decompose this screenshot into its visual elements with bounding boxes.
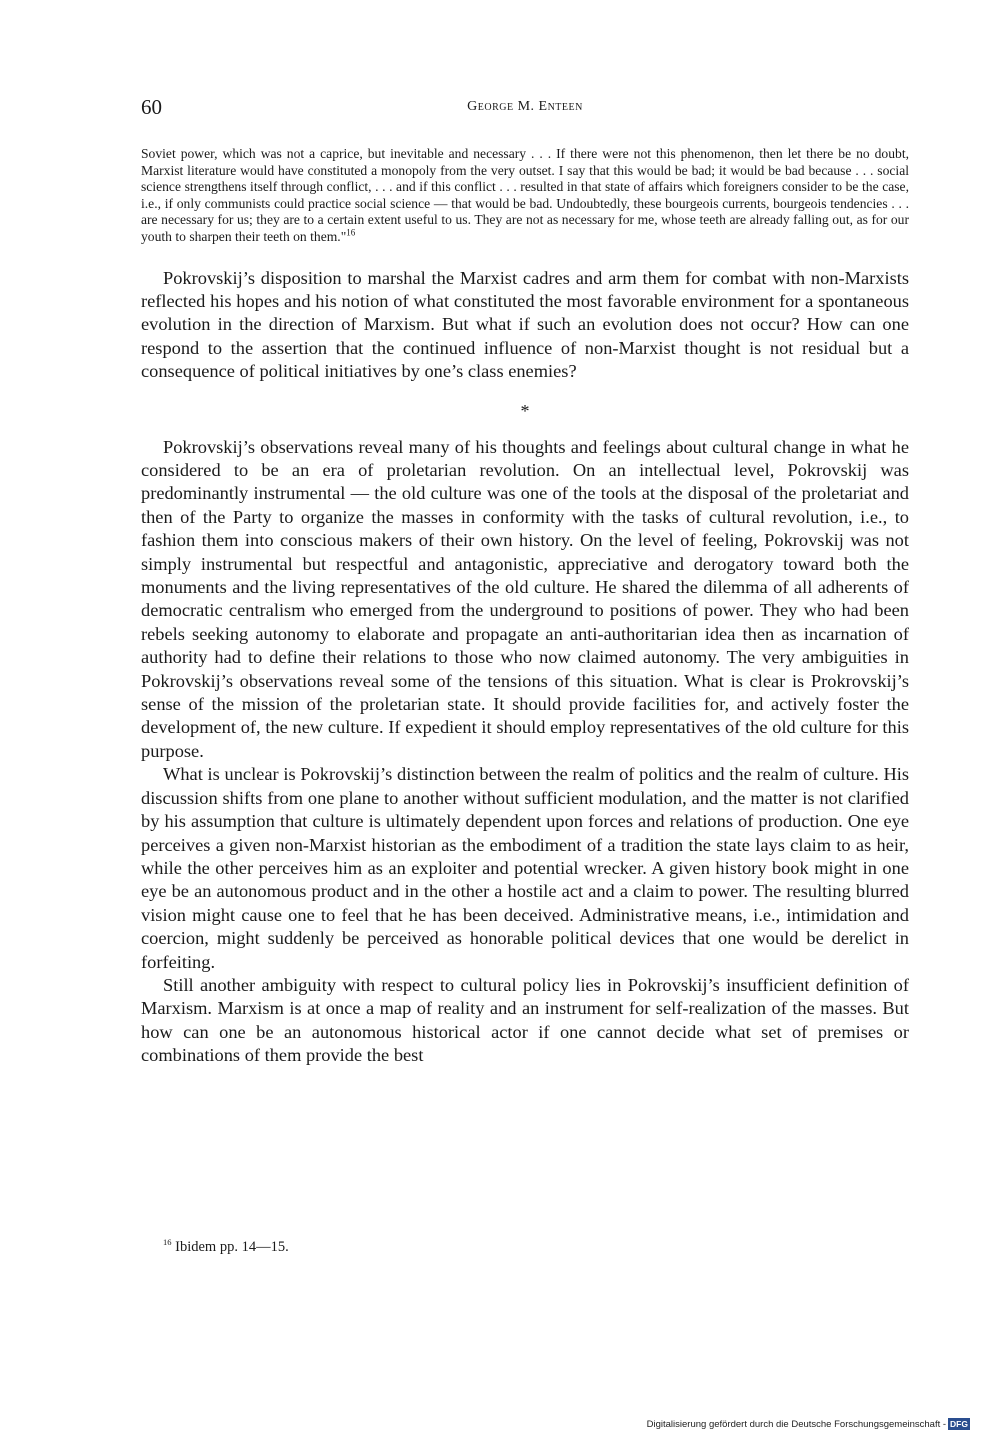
footnote-ref-16: 16	[346, 227, 356, 238]
paragraph-4: Still another ambiguity with respect to cultural policy lies in Pokrovskij’s insufficient definition of Marxism. Marxism is at once a map of reality and an instrument for self-realization of the masses. But how can one be an autonomous historical actor if one cannot decide what set of premises or combinations of them provide the best	[141, 974, 909, 1066]
digitization-credit-text: Digitalisierung gefördert durch die Deutsche Forschungsgemeinschaft -	[646, 1419, 947, 1430]
dfg-logo: DFG	[950, 1419, 968, 1429]
paragraph-1: Pokrovskij’s disposition to marshal the Marxist cadres and arm them for combat with non-Marxists reflected his hopes and his notion of what constituted the most favorable environment for a spontaneous evolution in the direction of Marxism. But what if such an evolution does not occur? How can one respond to the assertion that the continued influence of non-Marxist thought is not residual but a consequence of political initiatives by one’s class enemies?	[141, 267, 909, 382]
page-number: 60	[141, 95, 162, 119]
digitization-credit	[647, 1418, 970, 1431]
running-head: George M. Enteen	[467, 99, 583, 114]
section-separator: *	[520, 400, 530, 421]
paragraph-2: Pokrovskij’s observations reveal many of his thoughts and feelings about cultural change in what he considered to be an era of proletarian revolution. On an intellectual level, Pokrovskij was predominantly instrumental — the old culture was one of the tools at the disposal of the proletariat and then of the Party to organize the masses in conformity with the tasks of cultural revolution, i.e., to fashion them into conscious makers of their own history. On the level of feeling, Pokrovskij was not simply instrumental but respectful and antagonistic, appreciative and derogatory toward both the monuments and the living representatives of the old culture. He shared the dilemma of all adherents of democratic centralism who emerged from the underground to positions of power. They who had been rebels seeking autonomy to elaborate and propagate an anti-authoritarian idea then as incarnation of authority had to define their relations to those who now claimed autonomy. The very ambiguities in Pokrovskij’s observations reveal some of the tensions of this situation. What is clear is Prokrovskij’s sense of the mission of the proletarian state. It should provide facilities for, and actively foster the development of, the new culture. If expedient it should employ representatives of the old culture for this purpose.	[141, 436, 909, 761]
footnote-text: Ibidem pp. 14—15.	[175, 1239, 289, 1255]
page-header	[141, 94, 909, 124]
block-quote	[141, 146, 909, 246]
footnote-marker: 16	[163, 1237, 172, 1248]
page-body	[141, 146, 909, 1068]
footnote	[163, 1238, 289, 1256]
paragraph-3: What is unclear is Pokrovskij’s distinction between the realm of politics and the realm of culture. His discussion shifts from one plane to another without sufficient modulation, and the matter is not clarified by his assumption that culture is ultimately dependent upon forces and relations of production. One eye perceives a given non-Marxist historian as the embodiment of a tradition the state lays claim to as heir, while the other perceives him as an exploiter and potential wrecker. A given history book might in one eye be an autonomous product and in the other a hostile act and a claim to power. The resulting blurred vision might cause one to feel that he has been deceived. Administrative means, i.e., intimidation and coercion, might suddenly be perceived as honorable political devices that one would be derelict in forfeiting.	[141, 764, 909, 972]
block-quote-text: Soviet power, which was not a caprice, but inevitable and necessary . . . If there were not this phenomenon, then let there be no doubt, Marxist literature would have constituted a monopoly from the very outset. I say that this would be bad; it would be bad because . . . social science strengthens itself through conflict, . . . and if this conflict . . . resulted in that state of affairs which foreigners consider to be the case, i.e., if only communists could practice social science — that would be bad. Undoubtedly, these bourgeois currents, bourgeois tendencies . . . are necessary for us; they are to a certain extent useful to us. They are not as necessary for me, whose teeth are already falling out, as for our youth to sharpen their teeth on them."	[141, 146, 909, 244]
